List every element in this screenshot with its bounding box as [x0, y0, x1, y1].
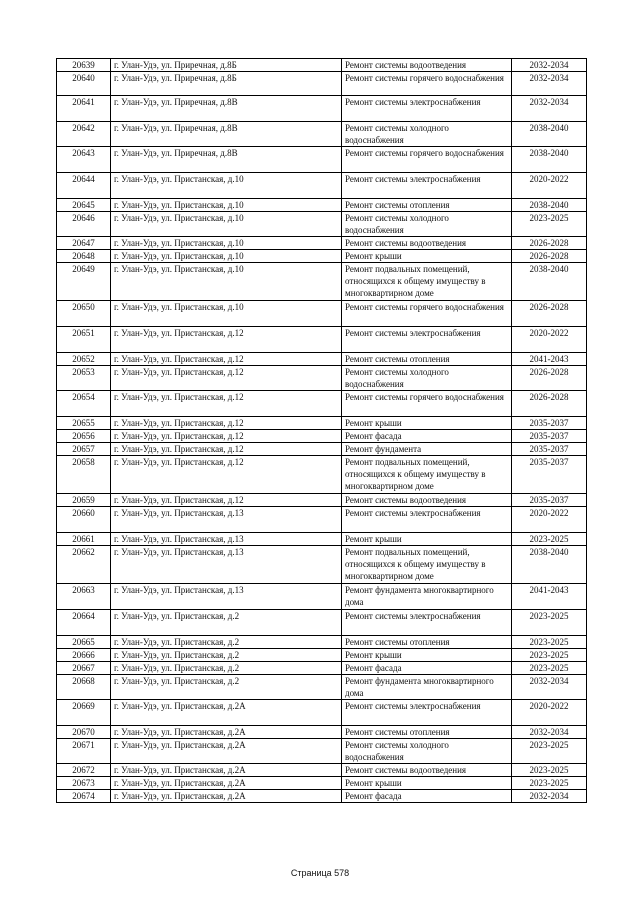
- table-row: [57, 263, 587, 301]
- table-row: [57, 649, 587, 662]
- row-number: 20646: [57, 212, 111, 237]
- address-cell: г. Улан-Удэ, ул. Приречная, д.8Б: [111, 72, 342, 96]
- period-cell: 2020-2022: [512, 507, 587, 533]
- period-cell: 2023-2025: [512, 636, 587, 649]
- work-type-cell: Ремонт системы водоотведения: [342, 494, 512, 507]
- table-row: [57, 430, 587, 443]
- period-cell: 2032-2034: [512, 790, 587, 803]
- address-cell: г. Улан-Удэ, ул. Приречная, д.8В: [111, 122, 342, 147]
- table-row: [57, 122, 587, 147]
- period-cell: 2038-2040: [512, 263, 587, 301]
- row-number: 20647: [57, 237, 111, 250]
- period-cell: 2020-2022: [512, 700, 587, 726]
- repair-schedule-table: [56, 58, 587, 803]
- table-row: [57, 636, 587, 649]
- work-type-cell: Ремонт фасада: [342, 430, 512, 443]
- row-number: 20663: [57, 584, 111, 610]
- row-number: 20654: [57, 391, 111, 417]
- work-type-cell: Ремонт системы отопления: [342, 726, 512, 739]
- work-type-cell: Ремонт системы электроснабжения: [342, 96, 512, 122]
- period-cell: 2026-2028: [512, 237, 587, 250]
- row-number: 20644: [57, 173, 111, 199]
- work-type-cell: Ремонт системы отопления: [342, 199, 512, 212]
- work-type-cell: Ремонт фасада: [342, 790, 512, 803]
- address-cell: г. Улан-Удэ, ул. Пристанская, д.2А: [111, 764, 342, 777]
- row-number: 20639: [57, 59, 111, 72]
- row-number: 20670: [57, 726, 111, 739]
- work-type-cell: Ремонт системы электроснабжения: [342, 173, 512, 199]
- period-cell: 2032-2034: [512, 72, 587, 96]
- address-cell: г. Улан-Удэ, ул. Приречная, д.8В: [111, 96, 342, 122]
- address-cell: г. Улан-Удэ, ул. Пристанская, д.10: [111, 237, 342, 250]
- table-row: [57, 726, 587, 739]
- row-number: 20667: [57, 662, 111, 675]
- address-cell: г. Улан-Удэ, ул. Пристанская, д.12: [111, 353, 342, 366]
- work-type-cell: Ремонт системы горячего водоснабжения: [342, 391, 512, 417]
- address-cell: г. Улан-Удэ, ул. Пристанская, д.2: [111, 610, 342, 636]
- row-number: 20640: [57, 72, 111, 96]
- table-row: [57, 507, 587, 533]
- row-number: 20658: [57, 456, 111, 494]
- address-cell: г. Улан-Удэ, ул. Пристанская, д.2А: [111, 790, 342, 803]
- address-cell: г. Улан-Удэ, ул. Пристанская, д.10: [111, 212, 342, 237]
- work-type-cell: Ремонт системы горячего водоснабжения: [342, 301, 512, 327]
- work-type-cell: Ремонт крыши: [342, 777, 512, 790]
- period-cell: 2023-2025: [512, 777, 587, 790]
- period-cell: 2035-2037: [512, 430, 587, 443]
- period-cell: 2026-2028: [512, 301, 587, 327]
- row-number: 20645: [57, 199, 111, 212]
- row-number: 20648: [57, 250, 111, 263]
- address-cell: г. Улан-Удэ, ул. Пристанская, д.2А: [111, 777, 342, 790]
- table-row: [57, 417, 587, 430]
- period-cell: 2041-2043: [512, 584, 587, 610]
- row-number: 20660: [57, 507, 111, 533]
- row-number: 20669: [57, 700, 111, 726]
- table-row: [57, 443, 587, 456]
- table-row: [57, 391, 587, 417]
- table-row: [57, 610, 587, 636]
- address-cell: г. Улан-Удэ, ул. Пристанская, д.13: [111, 584, 342, 610]
- period-cell: 2023-2025: [512, 533, 587, 546]
- row-number: 20642: [57, 122, 111, 147]
- work-type-cell: Ремонт системы водоотведения: [342, 237, 512, 250]
- work-type-cell: Ремонт системы электроснабжения: [342, 507, 512, 533]
- address-cell: г. Улан-Удэ, ул. Приречная, д.8Б: [111, 59, 342, 72]
- work-type-cell: Ремонт крыши: [342, 417, 512, 430]
- row-number: 20661: [57, 533, 111, 546]
- address-cell: г. Улан-Удэ, ул. Пристанская, д.2: [111, 649, 342, 662]
- address-cell: г. Улан-Удэ, ул. Пристанская, д.12: [111, 456, 342, 494]
- table-row: [57, 533, 587, 546]
- table-row: [57, 662, 587, 675]
- table-row: [57, 675, 587, 700]
- work-type-cell: Ремонт системы горячего водоснабжения: [342, 147, 512, 173]
- table-row: [57, 59, 587, 72]
- table-row: [57, 237, 587, 250]
- table-row: [57, 790, 587, 803]
- work-type-cell: Ремонт фундамента многоквартирного дома: [342, 675, 512, 700]
- address-cell: г. Улан-Удэ, ул. Пристанская, д.2А: [111, 726, 342, 739]
- document-page: [56, 58, 586, 803]
- address-cell: г. Улан-Удэ, ул. Пристанская, д.12: [111, 443, 342, 456]
- row-number: 20655: [57, 417, 111, 430]
- work-type-cell: Ремонт системы электроснабжения: [342, 700, 512, 726]
- address-cell: г. Улан-Удэ, ул. Пристанская, д.10: [111, 250, 342, 263]
- table-row: [57, 764, 587, 777]
- table-row: [57, 494, 587, 507]
- row-number: 20673: [57, 777, 111, 790]
- period-cell: 2023-2025: [512, 662, 587, 675]
- work-type-cell: Ремонт системы электроснабжения: [342, 327, 512, 353]
- row-number: 20674: [57, 790, 111, 803]
- address-cell: г. Улан-Удэ, ул. Пристанская, д.10: [111, 173, 342, 199]
- page-number: Страница 578: [290, 868, 350, 878]
- address-cell: г. Улан-Удэ, ул. Пристанская, д.12: [111, 327, 342, 353]
- period-cell: 2035-2037: [512, 456, 587, 494]
- period-cell: 2038-2040: [512, 147, 587, 173]
- table-row: [57, 456, 587, 494]
- row-number: 20671: [57, 739, 111, 764]
- address-cell: г. Улан-Удэ, ул. Пристанская, д.2: [111, 675, 342, 700]
- row-number: 20665: [57, 636, 111, 649]
- work-type-cell: Ремонт фундамента многоквартирного дома: [342, 584, 512, 610]
- work-type-cell: Ремонт системы электроснабжения: [342, 610, 512, 636]
- address-cell: г. Улан-Удэ, ул. Пристанская, д.2А: [111, 700, 342, 726]
- period-cell: 2023-2025: [512, 212, 587, 237]
- period-cell: 2023-2025: [512, 764, 587, 777]
- row-number: 20657: [57, 443, 111, 456]
- table-row: [57, 199, 587, 212]
- work-type-cell: Ремонт крыши: [342, 533, 512, 546]
- table-row: [57, 327, 587, 353]
- table-row: [57, 353, 587, 366]
- period-cell: 2038-2040: [512, 122, 587, 147]
- row-number: 20643: [57, 147, 111, 173]
- period-cell: 2020-2022: [512, 173, 587, 199]
- address-cell: г. Улан-Удэ, ул. Пристанская, д.10: [111, 199, 342, 212]
- work-type-cell: Ремонт крыши: [342, 649, 512, 662]
- period-cell: 2026-2028: [512, 250, 587, 263]
- table-row: [57, 250, 587, 263]
- work-type-cell: Ремонт крыши: [342, 250, 512, 263]
- work-type-cell: Ремонт системы водоотведения: [342, 764, 512, 777]
- work-type-cell: Ремонт системы холодного водоснабжения: [342, 739, 512, 764]
- table-row: [57, 366, 587, 391]
- work-type-cell: Ремонт системы отопления: [342, 353, 512, 366]
- table-row: [57, 173, 587, 199]
- row-number: 20662: [57, 546, 111, 584]
- work-type-cell: Ремонт фасада: [342, 662, 512, 675]
- work-type-cell: Ремонт системы горячего водоснабжения: [342, 72, 512, 96]
- table-row: [57, 96, 587, 122]
- address-cell: г. Улан-Удэ, ул. Пристанская, д.10: [111, 263, 342, 301]
- table-row: [57, 777, 587, 790]
- period-cell: 2035-2037: [512, 494, 587, 507]
- work-type-cell: Ремонт системы холодного водоснабжения: [342, 366, 512, 391]
- address-cell: г. Улан-Удэ, ул. Пристанская, д.13: [111, 533, 342, 546]
- period-cell: 2038-2040: [512, 199, 587, 212]
- period-cell: 2041-2043: [512, 353, 587, 366]
- work-type-cell: Ремонт системы отопления: [342, 636, 512, 649]
- table-row: [57, 72, 587, 96]
- table-row: [57, 546, 587, 584]
- work-type-cell: Ремонт системы холодного водоснабжения: [342, 212, 512, 237]
- work-type-cell: Ремонт подвальных помещений, относящихся к общему имуществу в многоквартирном доме: [342, 546, 512, 584]
- address-cell: г. Улан-Удэ, ул. Пристанская, д.13: [111, 546, 342, 584]
- row-number: 20652: [57, 353, 111, 366]
- row-number: 20668: [57, 675, 111, 700]
- address-cell: г. Улан-Удэ, ул. Пристанская, д.2: [111, 662, 342, 675]
- table-row: [57, 584, 587, 610]
- row-number: 20651: [57, 327, 111, 353]
- work-type-cell: Ремонт фундамента: [342, 443, 512, 456]
- period-cell: 2038-2040: [512, 546, 587, 584]
- row-number: 20666: [57, 649, 111, 662]
- period-cell: 2020-2022: [512, 327, 587, 353]
- work-type-cell: Ремонт подвальных помещений, относящихся к общему имуществу в многоквартирном доме: [342, 263, 512, 301]
- table-row: [57, 700, 587, 726]
- row-number: 20656: [57, 430, 111, 443]
- table-row: [57, 147, 587, 173]
- address-cell: г. Улан-Удэ, ул. Пристанская, д.12: [111, 494, 342, 507]
- row-number: 20664: [57, 610, 111, 636]
- row-number: 20650: [57, 301, 111, 327]
- address-cell: г. Улан-Удэ, ул. Пристанская, д.12: [111, 366, 342, 391]
- row-number: 20649: [57, 263, 111, 301]
- address-cell: г. Улан-Удэ, ул. Пристанская, д.12: [111, 391, 342, 417]
- table-body: [57, 59, 587, 803]
- address-cell: г. Улан-Удэ, ул. Пристанская, д.12: [111, 430, 342, 443]
- address-cell: г. Улан-Удэ, ул. Пристанская, д.12: [111, 417, 342, 430]
- address-cell: г. Улан-Удэ, ул. Пристанская, д.2: [111, 636, 342, 649]
- period-cell: 2032-2034: [512, 96, 587, 122]
- row-number: 20672: [57, 764, 111, 777]
- period-cell: 2026-2028: [512, 391, 587, 417]
- address-cell: г. Улан-Удэ, ул. Пристанская, д.2А: [111, 739, 342, 764]
- row-number: 20653: [57, 366, 111, 391]
- period-cell: 2032-2034: [512, 675, 587, 700]
- work-type-cell: Ремонт системы холодного водоснабжения: [342, 122, 512, 147]
- period-cell: 2026-2028: [512, 366, 587, 391]
- address-cell: г. Улан-Удэ, ул. Приречная, д.8В: [111, 147, 342, 173]
- period-cell: 2035-2037: [512, 443, 587, 456]
- row-number: 20659: [57, 494, 111, 507]
- period-cell: 2023-2025: [512, 649, 587, 662]
- period-cell: 2035-2037: [512, 417, 587, 430]
- period-cell: 2023-2025: [512, 739, 587, 764]
- address-cell: г. Улан-Удэ, ул. Пристанская, д.10: [111, 301, 342, 327]
- table-row: [57, 212, 587, 237]
- table-row: [57, 301, 587, 327]
- work-type-cell: Ремонт подвальных помещений, относящихся к общему имуществу в многоквартирном доме: [342, 456, 512, 494]
- table-row: [57, 739, 587, 764]
- period-cell: 2032-2034: [512, 59, 587, 72]
- work-type-cell: Ремонт системы водоотведения: [342, 59, 512, 72]
- period-cell: 2023-2025: [512, 610, 587, 636]
- row-number: 20641: [57, 96, 111, 122]
- address-cell: г. Улан-Удэ, ул. Пристанская, д.13: [111, 507, 342, 533]
- period-cell: 2032-2034: [512, 726, 587, 739]
